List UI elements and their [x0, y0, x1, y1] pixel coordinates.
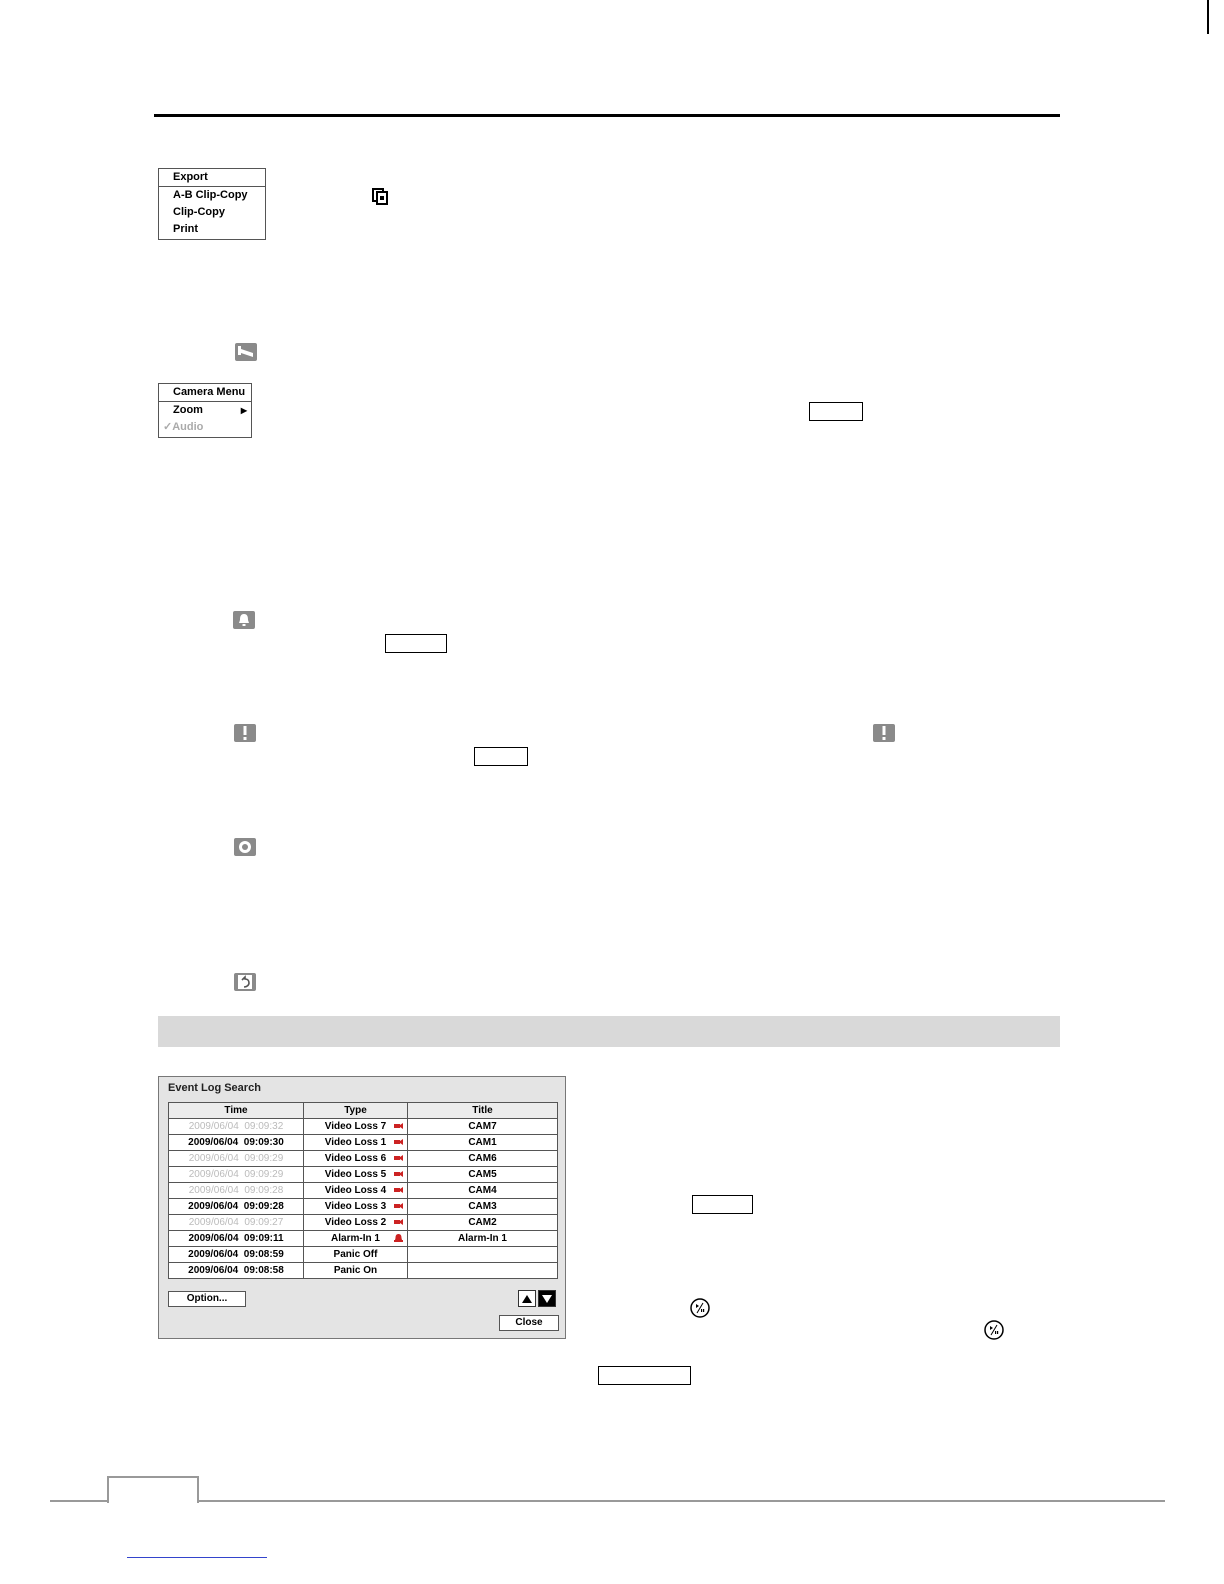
cell-type-label: Video Loss 5: [324, 1169, 387, 1180]
cell-type-label: Video Loss 6: [324, 1153, 387, 1164]
submenu-arrow-icon: ▶: [240, 406, 247, 415]
cell-type-label: Video Loss 3: [324, 1201, 387, 1212]
key-box-4: [692, 1195, 753, 1214]
section-heading-band: [158, 1016, 1060, 1047]
exclamation-icon: [234, 724, 256, 742]
return-icon: [234, 973, 256, 991]
cell-time: 2009/06/04 09:09:30: [169, 1135, 304, 1151]
cell-type: [304, 1263, 408, 1279]
cell-title: CAM2: [408, 1215, 558, 1231]
key-box-5: [598, 1366, 691, 1385]
cell-type: [304, 1135, 408, 1151]
cell-type: [304, 1199, 408, 1215]
copy-icon: [371, 187, 389, 205]
key-box-2: [385, 634, 447, 653]
export-popup-menu: [158, 168, 266, 240]
cell-time: 2009/06/04 09:09:27: [169, 1215, 304, 1231]
video-loss-icon: [394, 1202, 403, 1210]
menu-item-zoom-label: Zoom: [173, 404, 203, 416]
column-header-time[interactable]: Time: [169, 1103, 304, 1119]
cell-type-label: Video Loss 7: [324, 1121, 387, 1132]
camera-menu-title: Camera Menu: [159, 384, 251, 402]
table-row[interactable]: [169, 1167, 558, 1183]
table-row[interactable]: [169, 1199, 558, 1215]
scroll-down-button[interactable]: [538, 1290, 556, 1307]
cell-type-label: Alarm-In 1: [331, 1233, 380, 1244]
record-icon: [234, 838, 256, 856]
menu-item-ab-clip-copy[interactable]: A-B Clip-Copy: [173, 189, 248, 201]
event-log-search-dialog: [158, 1076, 566, 1339]
cell-title: [408, 1263, 558, 1279]
cell-type-label: Panic Off: [333, 1249, 378, 1260]
key-box-1: [809, 402, 863, 421]
table-header-row: [169, 1103, 558, 1119]
cell-type: [304, 1247, 408, 1263]
cell-time: 2009/06/04 09:09:32: [169, 1119, 304, 1135]
menu-item-audio-label: Audio: [172, 421, 204, 433]
key-box-3: [474, 747, 528, 766]
column-header-title[interactable]: Title: [408, 1103, 558, 1119]
play-pause-icon: [690, 1298, 710, 1318]
cell-time: 2009/06/04 09:09:28: [169, 1183, 304, 1199]
down-arrow-icon: [542, 1295, 552, 1303]
cell-title: CAM4: [408, 1183, 558, 1199]
cell-title: CAM7: [408, 1119, 558, 1135]
page-number-tab: [107, 1476, 199, 1503]
close-button[interactable]: Close: [499, 1315, 559, 1331]
cell-time: 2009/06/04 09:09:29: [169, 1151, 304, 1167]
ptz-camera-icon: [235, 343, 257, 361]
video-loss-icon: [394, 1218, 403, 1226]
cell-title: CAM5: [408, 1167, 558, 1183]
page-edge-mark: [1207, 0, 1209, 34]
table-row[interactable]: [169, 1135, 558, 1151]
cell-time: 2009/06/04 09:08:58: [169, 1263, 304, 1279]
table-row[interactable]: [169, 1263, 558, 1279]
cell-time: 2009/06/04 09:09:29: [169, 1167, 304, 1183]
cell-type-label: Video Loss 2: [324, 1217, 387, 1228]
menu-item-print[interactable]: Print: [173, 223, 199, 235]
cell-title: [408, 1247, 558, 1263]
play-pause-icon: [984, 1320, 1004, 1340]
table-row[interactable]: [169, 1151, 558, 1167]
cell-type: [304, 1183, 408, 1199]
cell-title: Alarm-In 1: [408, 1231, 558, 1247]
table-row[interactable]: [169, 1231, 558, 1247]
cell-type-label: Video Loss 1: [324, 1137, 387, 1148]
table-row[interactable]: [169, 1119, 558, 1135]
dialog-title: Event Log Search: [168, 1082, 261, 1094]
video-loss-icon: [394, 1170, 403, 1178]
video-loss-icon: [394, 1138, 403, 1146]
menu-item-zoom[interactable]: [159, 402, 251, 419]
up-arrow-icon: [522, 1295, 532, 1303]
bell-icon: [233, 611, 255, 629]
menu-item-audio: [159, 419, 251, 436]
event-log-table: [168, 1102, 558, 1279]
option-button[interactable]: Option...: [168, 1291, 246, 1307]
cell-type-label: Video Loss 4: [324, 1185, 387, 1196]
cell-type: [304, 1231, 408, 1247]
cell-type: [304, 1167, 408, 1183]
menu-item-clip-copy[interactable]: Clip-Copy: [173, 206, 225, 218]
table-row[interactable]: [169, 1247, 558, 1263]
cell-type: [304, 1215, 408, 1231]
table-row[interactable]: [169, 1183, 558, 1199]
scroll-up-button[interactable]: [518, 1290, 536, 1307]
footer-rule: [50, 1500, 1165, 1502]
video-loss-icon: [394, 1122, 403, 1130]
cell-type: [304, 1151, 408, 1167]
footer-link-underline[interactable]: [127, 1557, 267, 1558]
video-loss-icon: [394, 1186, 403, 1194]
cell-title: CAM6: [408, 1151, 558, 1167]
alarm-in-icon: [394, 1234, 403, 1242]
cell-time: 2009/06/04 09:09:28: [169, 1199, 304, 1215]
check-icon: ✓: [163, 421, 173, 433]
column-header-type[interactable]: Type: [304, 1103, 408, 1119]
header-rule: [154, 114, 1060, 117]
exclamation-icon: [873, 724, 895, 742]
cell-time: 2009/06/04 09:08:59: [169, 1247, 304, 1263]
cell-time: 2009/06/04 09:09:11: [169, 1231, 304, 1247]
camera-popup-menu: [158, 383, 252, 438]
cell-type: [304, 1119, 408, 1135]
menu-item-export[interactable]: Export: [159, 169, 265, 187]
video-loss-icon: [394, 1154, 403, 1162]
table-row[interactable]: [169, 1215, 558, 1231]
cell-title: CAM1: [408, 1135, 558, 1151]
cell-title: CAM3: [408, 1199, 558, 1215]
cell-type-label: Panic On: [333, 1265, 378, 1276]
